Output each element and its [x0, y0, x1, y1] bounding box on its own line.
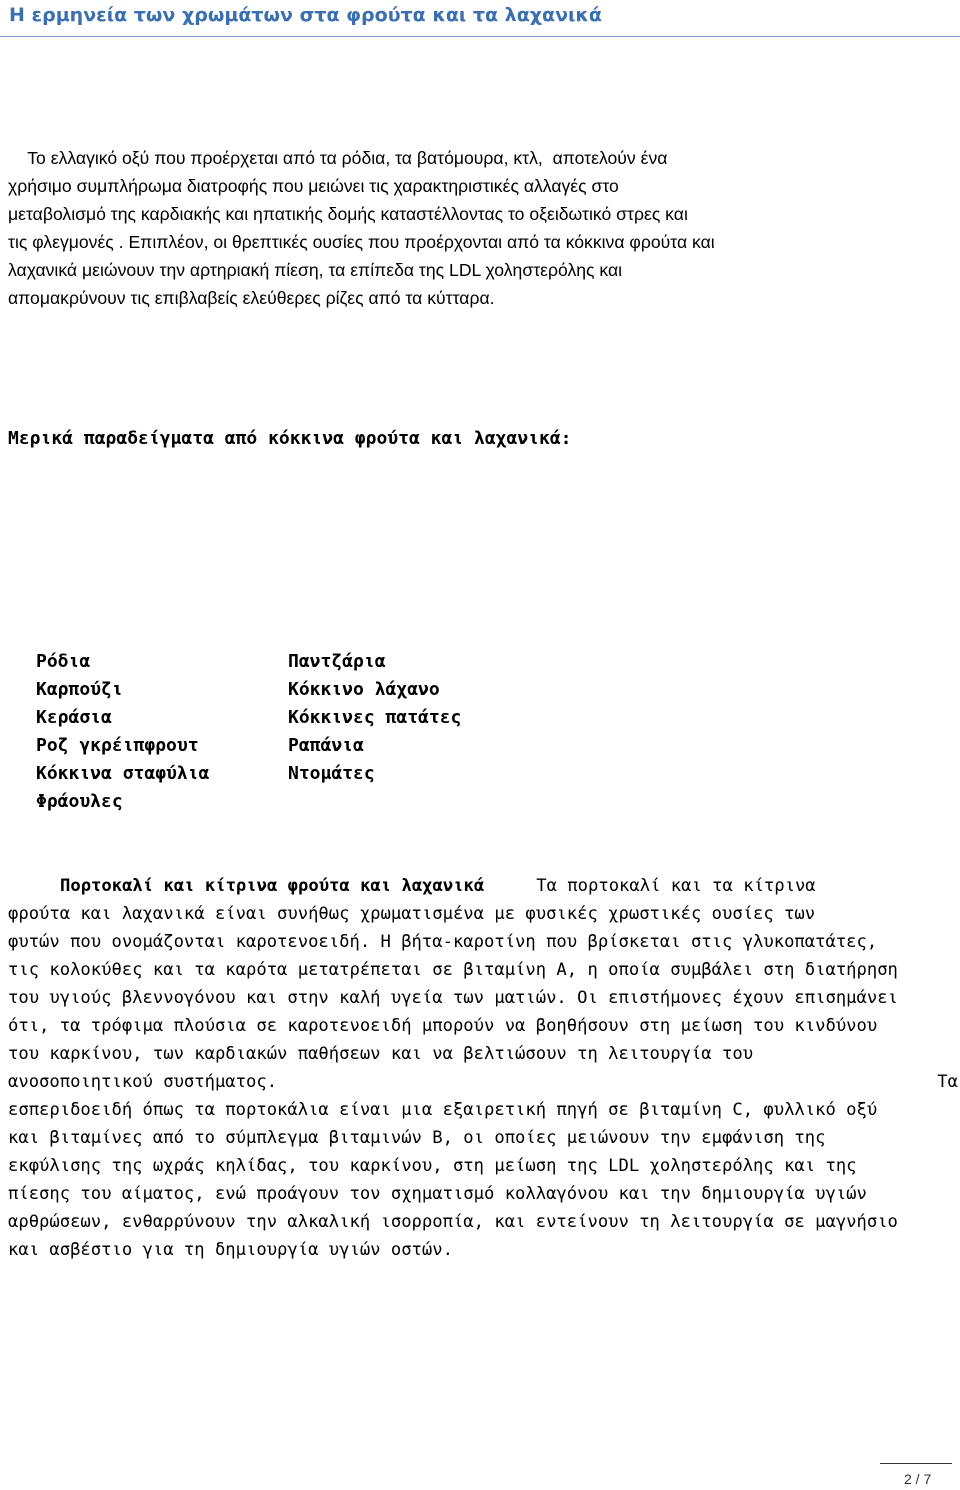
body-line: και ασβέστιο για τη δημιουργία υγιών οστών.	[8, 1240, 453, 1260]
intro-line: λαχανικά μειώνουν την αρτηριακή πίεση, τα επίπεδα της LDL χοληστερόλης και	[8, 260, 623, 280]
list-item: Ραπάνια	[288, 735, 364, 756]
body-line: φυτών που ονομάζονται καροτενοειδή. Η βήτα-καροτίνη που βρίσκεται στις γλυκοπατάτες,	[8, 932, 878, 952]
body-line: εκφύλισης της ωχράς κηλίδας, του καρκίνου, στη μείωση της LDL χοληστερόλης και της	[8, 1156, 857, 1176]
list-item: Ροζ γκρέιπφρουτ	[36, 735, 199, 756]
body-line: τις κολοκύθες και τα καρότα μετατρέπεται σε βιταμίνη Α, η οποία συμβάλει στη διατήρηση	[8, 960, 898, 980]
body-line: ότι, τα τρόφιμα πλούσια σε καροτενοειδή μπορούν να βοηθήσουν στη μείωση του κινδύνου	[8, 1016, 878, 1036]
orange-yellow-paragraph	[8, 872, 958, 1264]
body-line: του καρκίνου, των καρδιακών παθήσεων και να βελτιώσουν τη λειτουργία του	[8, 1044, 754, 1064]
list-item: Καρπούζι	[36, 679, 123, 700]
intro-line: απομακρύνουν τις επιβλαβείς ελεύθερες ρίζες από τα κύτταρα.	[8, 288, 495, 308]
header-divider	[0, 36, 960, 37]
body-line: πίεσης του αίματος, ενώ προάγουν τον σχηματισμό κολλαγόνου και την δημιουργία υγιών	[8, 1184, 867, 1204]
list-item: Παντζάρια	[288, 651, 386, 672]
red-foods-list-left	[36, 648, 209, 816]
list-item: Φράουλες	[36, 791, 123, 812]
examples-heading: Μερικά παραδείγματα από κόκκινα φρούτα και λαχανικά:	[8, 428, 572, 449]
intro-line: Το ελλαγικό οξύ που προέρχεται από τα ρόδια, τα βατόμουρα, κτλ, αποτελούν ένα	[8, 148, 668, 168]
red-foods-list-right	[288, 648, 461, 788]
body-line: φρούτα και λαχανικά είναι συνήθως χρωματισμένα με φυσικές χρωστικές ουσίες των	[8, 904, 816, 924]
intro-paragraph	[8, 144, 958, 312]
intro-line: τις φλεγμονές . Επιπλέον, οι θρεπτικές ουσίες που προέρχονται από τα κόκκινα φρούτα και	[8, 232, 715, 252]
orange-first-line	[8, 872, 958, 900]
body-line: του υγιούς βλεννογόνου και στην καλή υγεία των ματιών. Οι επιστήμονες έχουν επισημάνει	[8, 988, 898, 1008]
list-item: Κεράσια	[36, 707, 112, 728]
orange-yellow-heading: Πορτοκαλί και κίτρινα φρούτα και λαχανικά	[60, 876, 485, 896]
body-line-end-word: Τα	[937, 1072, 958, 1092]
body-line-text: ανοσοποιητικού συστήματος.	[8, 1072, 278, 1092]
list-item: Κόκκινα σταφύλια	[36, 763, 210, 784]
body-line: αρθρώσεων, ενθαρρύνουν την αλκαλική ισορροπία, και εντείνουν τη λειτουργία σε μαγνήσιο	[8, 1212, 898, 1232]
list-item: Ντομάτες	[288, 763, 375, 784]
list-item: Ρόδια	[36, 651, 91, 672]
body-line: εσπεριδοειδή όπως τα πορτοκάλια είναι μια εξαιρετική πηγή σε βιταμίνη C, φυλλικό οξύ	[8, 1100, 878, 1120]
intro-line: χρήσιμο συμπλήρωμα διατροφής που μειώνει τις χαρακτηριστικές αλλαγές στο	[8, 176, 619, 196]
intro-line: μεταβολισμό της καρδιακής και ηπατικής δομής καταστέλλοντας το οξειδωτικό στρες και	[8, 204, 688, 224]
body-line-break	[8, 1068, 958, 1096]
list-item: Κόκκινο λάχανο	[288, 679, 440, 700]
orange-first-line-text: Τα πορτοκαλί και τα κίτρινα	[536, 876, 816, 896]
document-title: Η ερμηνεία των χρωμάτων στα φρούτα και τα λαχανικά	[9, 4, 602, 26]
footer-divider	[880, 1463, 952, 1464]
body-line: και βιταμίνες από το σύμπλεγμα βιταμινών Β, οι οποίες μειώνουν την εμφάνιση της	[8, 1128, 826, 1148]
page-number: 2 / 7	[904, 1471, 932, 1487]
list-item: Κόκκινες πατάτες	[288, 707, 462, 728]
